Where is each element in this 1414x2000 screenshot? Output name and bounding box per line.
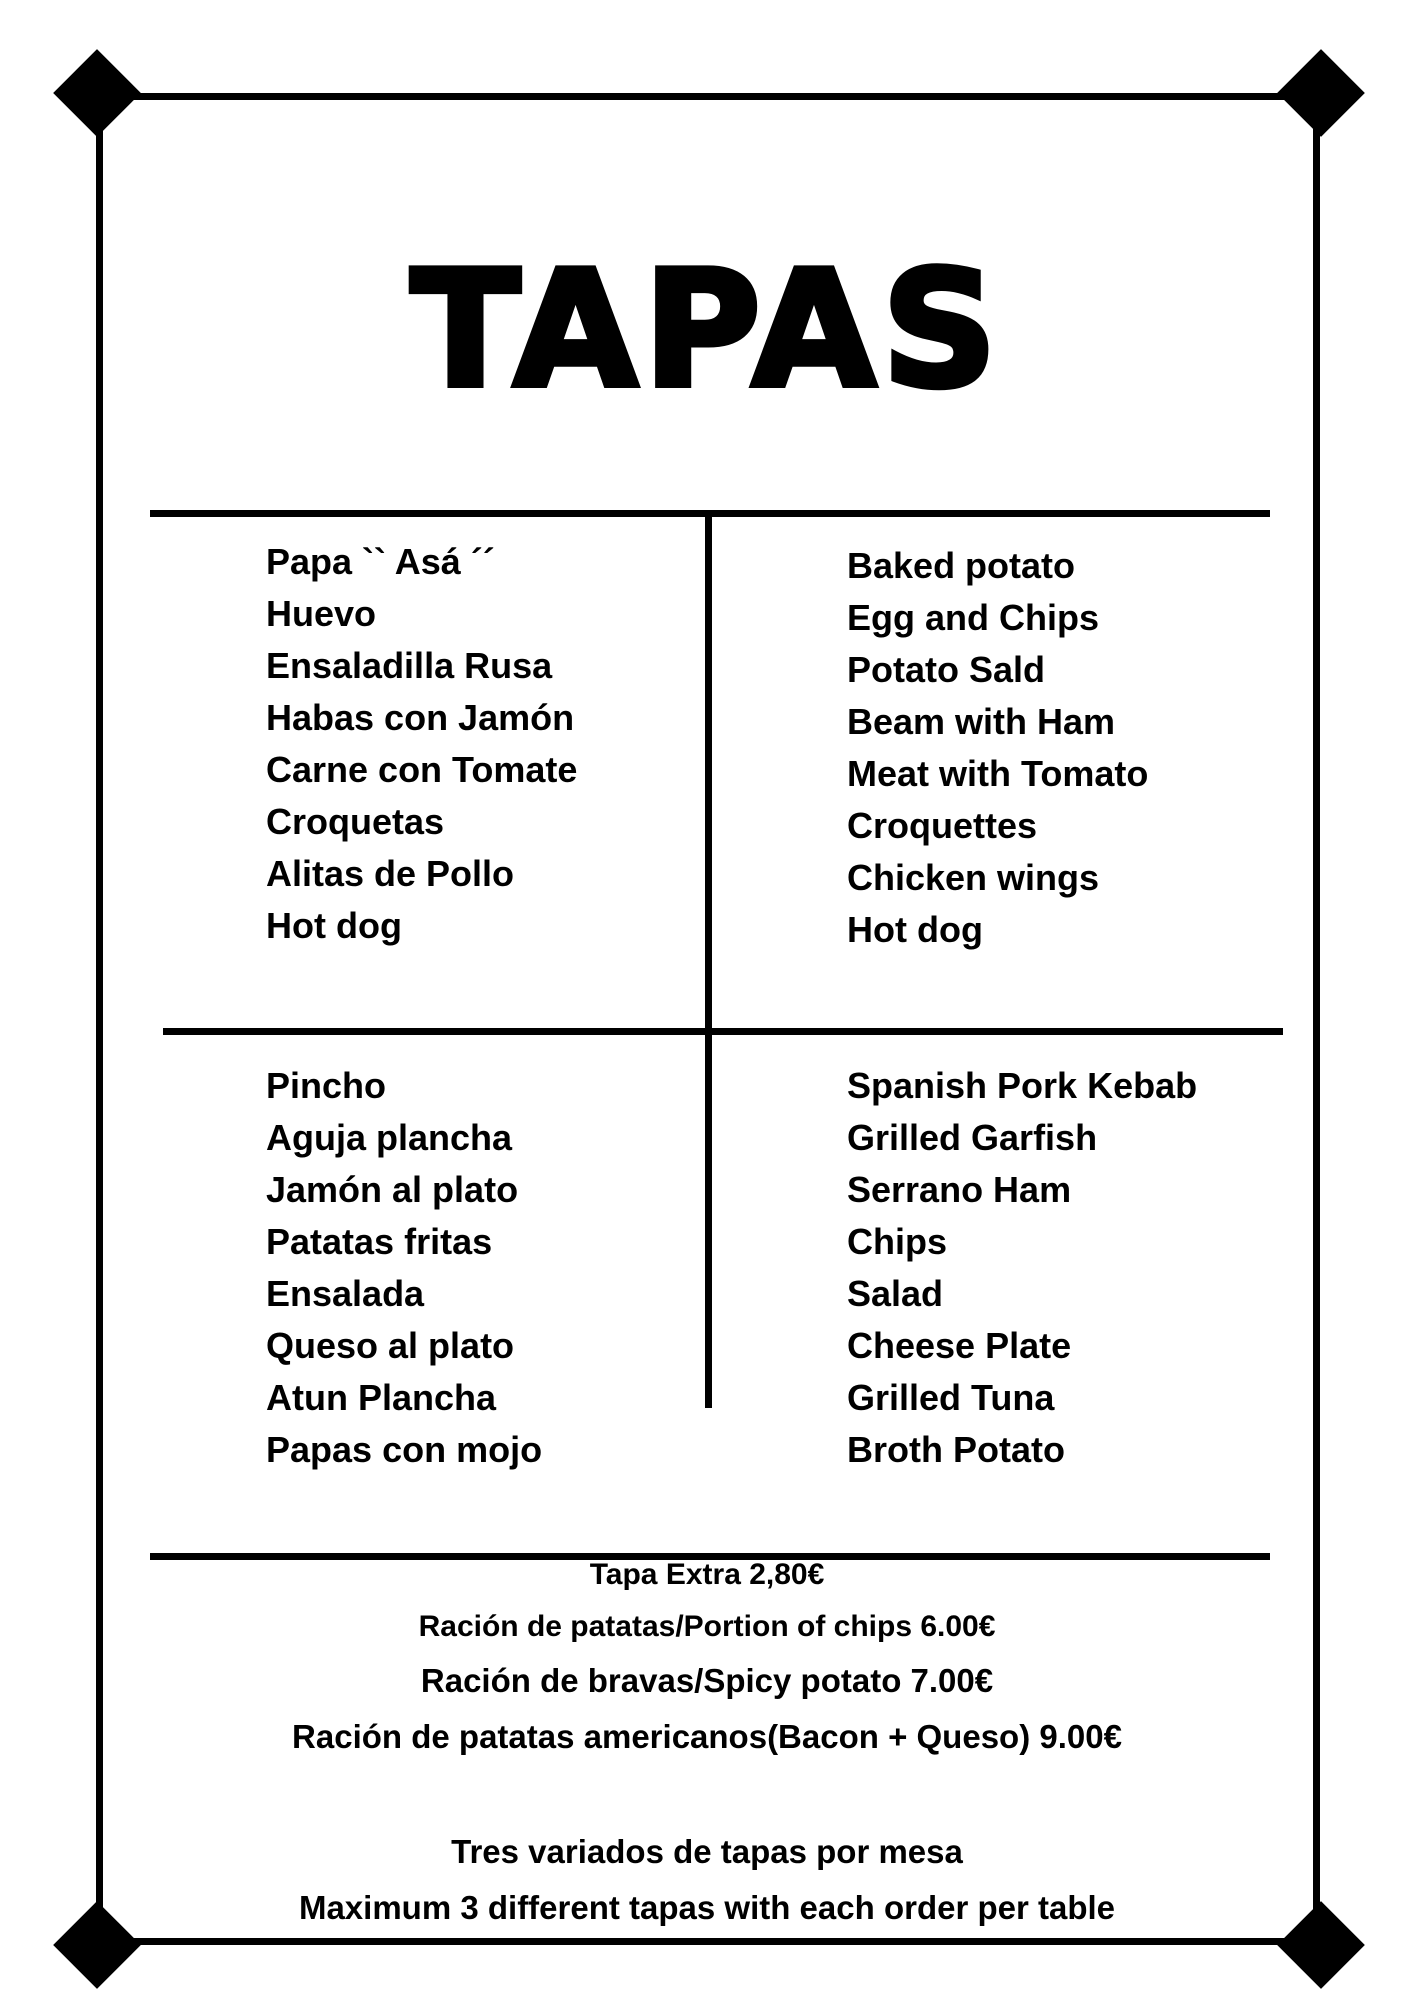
bravas-price: Ración de bravas/Spicy potato 7.00€	[420, 1662, 994, 1699]
list-item: Hot dog	[266, 905, 402, 946]
divider-vertical	[705, 513, 712, 1408]
tapas-rule-english: Maximum 3 different tapas with each order per table	[298, 1889, 1116, 1926]
americanos-price: Ración de patatas americanos(Bacon + Queso) 9.00€	[292, 1718, 1122, 1755]
list-item: Queso al plato	[266, 1325, 515, 1366]
list-item: Baked potato	[847, 545, 1076, 586]
list-item: Croquettes	[847, 805, 1038, 846]
list-item: Alitas de Pollo	[266, 853, 515, 894]
list-item: Chips	[847, 1221, 948, 1262]
tapas-rule-spanish: Tres variados de tapas por mesa	[451, 1833, 963, 1870]
list-item: Ensalada	[266, 1273, 425, 1314]
list-item: Hot dog	[847, 909, 983, 950]
list-item: Broth Potato	[847, 1429, 1065, 1470]
list-item: Aguja plancha	[266, 1117, 513, 1158]
list-item: Huevo	[266, 593, 377, 634]
list-item: Potato Sald	[847, 649, 1046, 690]
list-item: Patatas fritas	[266, 1221, 493, 1262]
list-item: Ensaladilla Rusa	[266, 645, 553, 686]
list-item: Carne con Tomate	[266, 749, 578, 790]
list-item: Chicken wings	[847, 857, 1100, 898]
list-item: Pincho	[266, 1065, 387, 1106]
list-item: Salad	[847, 1273, 944, 1314]
platos-english-list	[847, 1060, 1197, 1476]
list-item: Beam with Ham	[847, 701, 1116, 742]
list-item: Grilled Tuna	[847, 1377, 1055, 1418]
divider-middle	[163, 1028, 1283, 1035]
tapas-spanish-list	[266, 536, 577, 952]
list-item: Atun Plancha	[266, 1377, 497, 1418]
list-item: Serrano Ham	[847, 1169, 1072, 1210]
list-item: Jamón al plato	[266, 1169, 519, 1210]
portion-chips-price: Ración de patatas/Portion of chips 6.00€	[418, 1610, 996, 1643]
list-item: Habas con Jamón	[266, 697, 575, 738]
list-item: Spanish Pork Kebab	[847, 1065, 1198, 1106]
list-item: Papa `` Asá ´´	[266, 541, 495, 582]
list-item: Egg and Chips	[847, 597, 1099, 638]
tapas-english-list	[847, 540, 1148, 956]
list-item: Grilled Garfish	[847, 1117, 1098, 1158]
list-item: Cheese Plate	[847, 1325, 1072, 1366]
list-item: Papas con mojo	[266, 1429, 543, 1470]
menu-title: TAPAS	[410, 236, 1004, 423]
tapa-extra-price: Tapa Extra 2,80€	[589, 1558, 825, 1591]
list-item: Meat with Tomato	[847, 753, 1149, 794]
list-item: Croquetas	[266, 801, 445, 842]
platos-spanish-list	[266, 1060, 542, 1476]
